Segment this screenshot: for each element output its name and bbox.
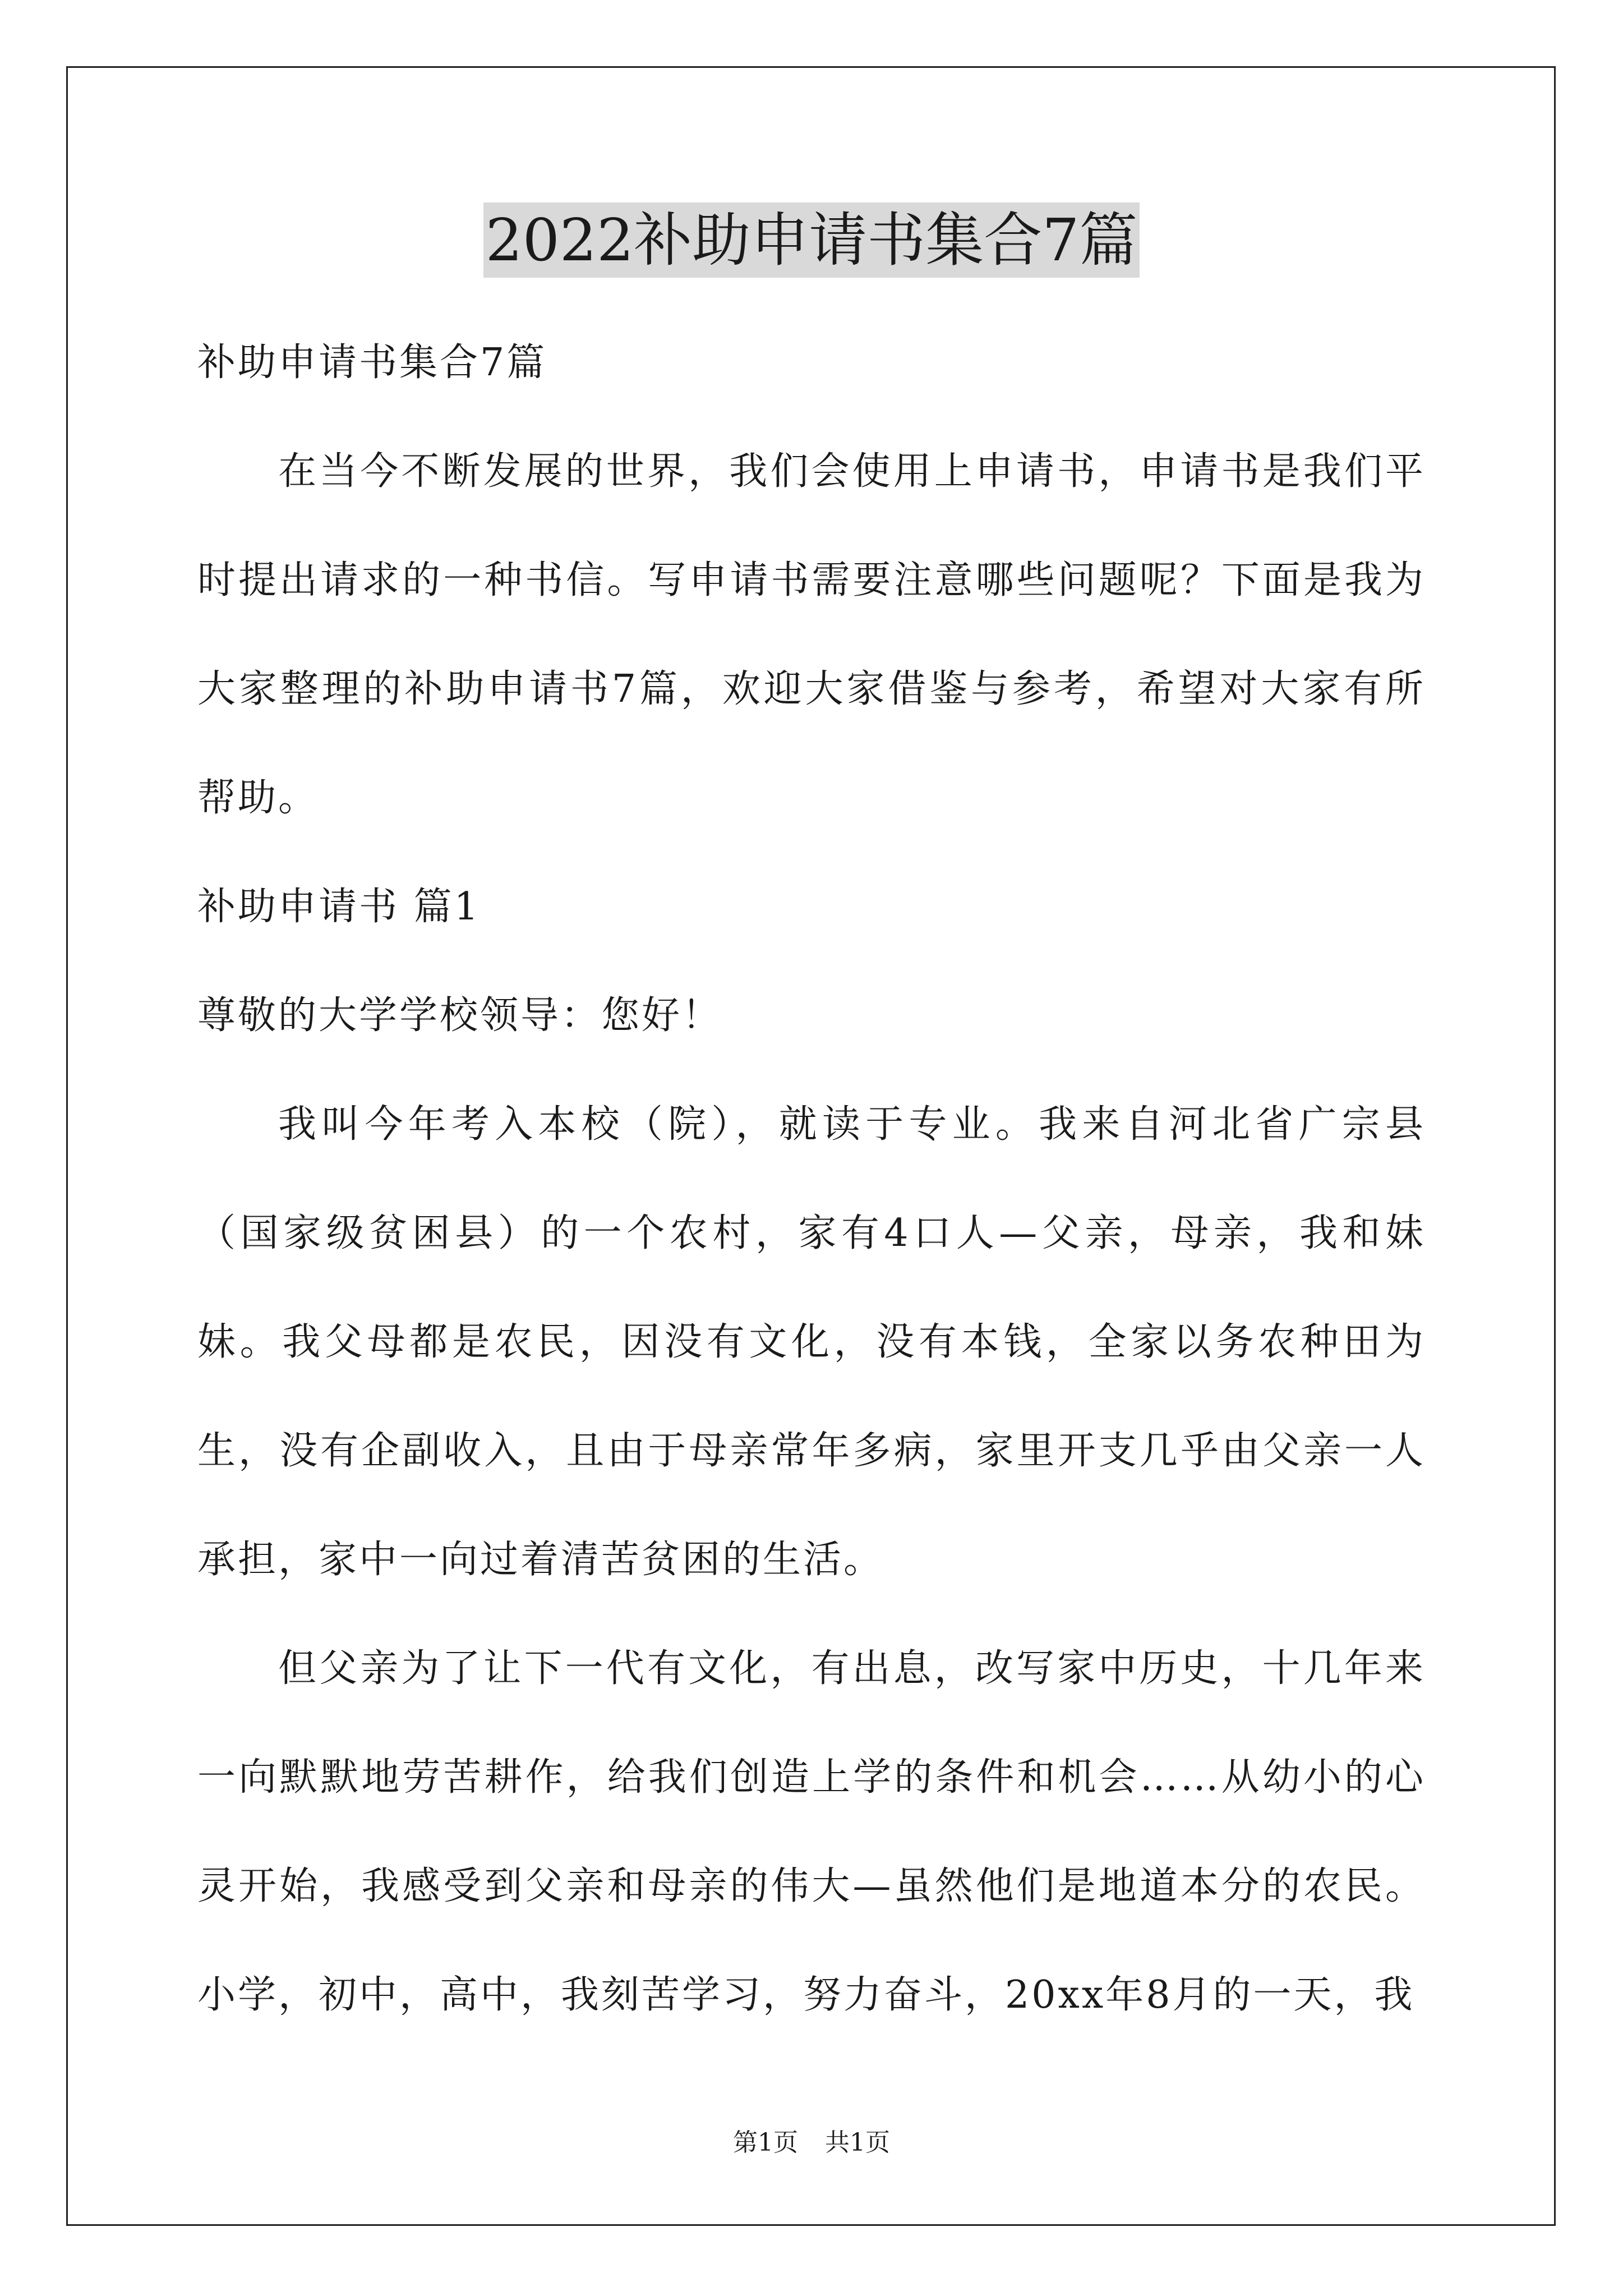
- document-title-text: 2022补助申请书集合7篇: [483, 203, 1140, 278]
- page-number: 第1页: [733, 2128, 798, 2157]
- body-paragraph: 我叫今年考入本校（院），就读于专业。我来自河北省广宗县（国家级贫困县）的一个农村，家有4口人—父亲，母亲，我和妹妹。我父母都是农民，因没有文化，没有本钱，全家以务农种田为生，没有企副收入，且由于母亲常年多病，家里开支几乎由父亲一人承担，家中一向过着清苦贫困的生活。: [197, 1102, 1426, 1582]
- page-footer: [0, 2126, 1623, 2160]
- subtitle-paragraph: 补助申请书集合7篇: [197, 341, 547, 385]
- document-body: [197, 309, 1426, 2050]
- document-title: [0, 201, 1623, 279]
- intro-paragraph: 在当今不断发展的世界，我们会使用上申请书，申请书是我们平时提出请求的一种书信。写申请书需要注意哪些问题呢？下面是我为大家整理的补助申请书7篇，欢迎大家借鉴与参考，希望对大家有所帮助。: [197, 449, 1426, 820]
- salutation-paragraph: 尊敬的大学学校领导：您好！: [197, 993, 723, 1038]
- section-heading: 补助申请书 篇1: [197, 885, 481, 929]
- page-total: 共1页: [825, 2128, 890, 2157]
- body-paragraph: 但父亲为了让下一代有文化，有出息，改写家中历史，十几年来一向默默地劳苦耕作，给我们创造上学的条件和机会……从幼小的心灵开始，我感受到父亲和母亲的伟大—虽然他们是地道本分的农民。小学，初中，高中，我刻苦学习，努力奋斗，20xx年8月的一天，我: [197, 1646, 1426, 2017]
